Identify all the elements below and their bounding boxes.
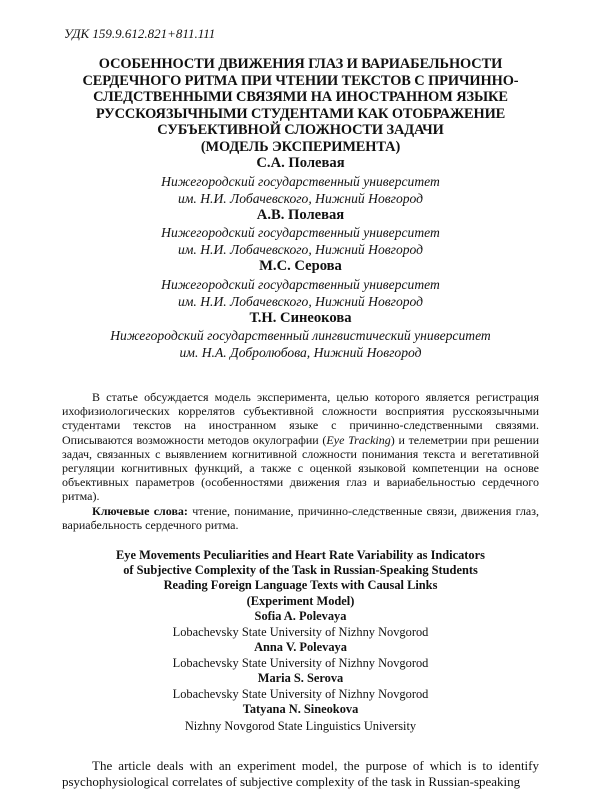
ru-author-list — [62, 155, 539, 361]
ru-title — [52, 56, 549, 155]
en-author-name: Tatyana N. Sineokova — [242, 702, 359, 717]
abstract-text: ) и телеметрии при решении задач, связанных с выявлением когнитивной сложности понимания текста и вегетативной регуляции когнитивных функций, а также с оценкой языковой компетенции на основе объективных параметров (особенностями движения глаз и вариабельностью сердечного ритма). — [62, 432, 539, 504]
en-author-affiliation: Lobachevsky State University of Nizhny Novgorod — [172, 687, 429, 702]
ru-title-line: СЕРДЕЧНОГО РИТМА ПРИ ЧТЕНИИ ТЕКСТОВ С ПРИЧИННО- — [82, 72, 519, 89]
ru-title-line: (МОДЕЛЬ ЭКСПЕРИМЕНТА) — [200, 138, 401, 155]
en-author-name: Anna V. Polevaya — [254, 640, 347, 655]
en-title — [62, 548, 539, 609]
en-author-name: Maria S. Serova — [257, 671, 344, 686]
en-author-affiliation: Lobachevsky State University of Nizhny Novgorod — [172, 625, 429, 640]
affiliation-line: Нижегородский государственный лингвистический университет — [110, 328, 491, 343]
en-title-line: (Experiment Model) — [246, 593, 355, 608]
ru-abstract-paragraph — [62, 390, 539, 504]
en-abstract-paragraph: The article deals with an experiment model, the purpose of which is to identify psychophysiological correlates of subjective complexity of the task in Russian-speaking — [62, 757, 539, 789]
udc-code: УДК 159.9.612.821+811.111 — [64, 26, 216, 41]
affiliation-line: им. Н.И. Лобачевского, Нижний Новгород — [177, 190, 424, 206]
en-title-line: of Subjective Complexity of the Task in Russian-Speaking Students — [123, 563, 478, 578]
ru-author-affiliation — [62, 224, 539, 258]
affiliation-line: Нижегородский государственный университет — [161, 276, 440, 292]
en-author-affiliation: Nizhny Novgorod State Linguistics University — [184, 718, 417, 733]
keywords-text: чтение, понимание, причинно-следственные связи, движения глаз, вариабельность сердечного ритма. — [62, 503, 539, 532]
affiliation-line: им. Н.И. Лобачевского, Нижний Новгород — [177, 293, 424, 309]
ru-title-line: ОСОБЕННОСТИ ДВИЖЕНИЯ ГЛАЗ И ВАРИАБЕЛЬНОСТИ — [98, 56, 503, 72]
affiliation-line: им. Н.А. Добролюбова, Нижний Новгород — [179, 345, 422, 360]
abstract-text: В статье обсуждается модель эксперимента, целью которого является регистрация ихофизиологических коррелятов субъективной сложности восприятия русскоязычными студентами текстов на иностранном языке с причинно-следственными связями. Описываются возможности методов окулографии ( — [62, 390, 539, 447]
ru-title-line: СУБЪЕКТИВНОЙ СЛОЖНОСТИ ЗАДАЧИ — [157, 122, 444, 138]
en-abstract — [62, 758, 539, 790]
ru-author-affiliation — [62, 173, 539, 207]
ru-keywords — [62, 504, 539, 532]
en-title-line: Eye Movements Peculiarities and Heart Rate Variability as Indicators — [116, 548, 485, 563]
affiliation-line: Нижегородский государственный университет — [161, 173, 440, 189]
en-author-name: Sofia A. Polevaya — [254, 608, 347, 623]
keywords-label: Ключевые слова: — [92, 503, 188, 518]
ru-abstract — [62, 390, 539, 532]
en-author-affiliation: Lobachevsky State University of Nizhny Novgorod — [172, 656, 429, 671]
ru-title-line: СЛЕДСТВЕННЫМИ СВЯЗЯМИ НА ИНОСТРАННОМ ЯЗЫКЕ — [93, 89, 508, 105]
affiliation-line: им. Н.И. Лобачевского, Нижний Новгород — [177, 242, 424, 257]
ru-author-affiliation — [62, 327, 539, 361]
en-title-line: Reading Foreign Language Texts with Causal Links — [163, 578, 438, 593]
ru-title-line: РУССКОЯЗЫЧНЫМИ СТУДЕНТАМИ КАК ОТОБРАЖЕНИЕ — [95, 105, 506, 122]
abstract-term: Eye Tracking — [326, 432, 391, 447]
en-author-list — [62, 609, 539, 734]
ru-author-name: С.А. Полевая — [256, 155, 345, 171]
ru-author-affiliation — [62, 276, 539, 310]
affiliation-line: Нижегородский государственный университет — [161, 225, 440, 240]
ru-author-name: М.С. Серова — [259, 258, 342, 274]
ru-author-name: А.В. Полевая — [256, 206, 345, 223]
ru-author-name: Т.Н. Синеокова — [249, 309, 352, 326]
